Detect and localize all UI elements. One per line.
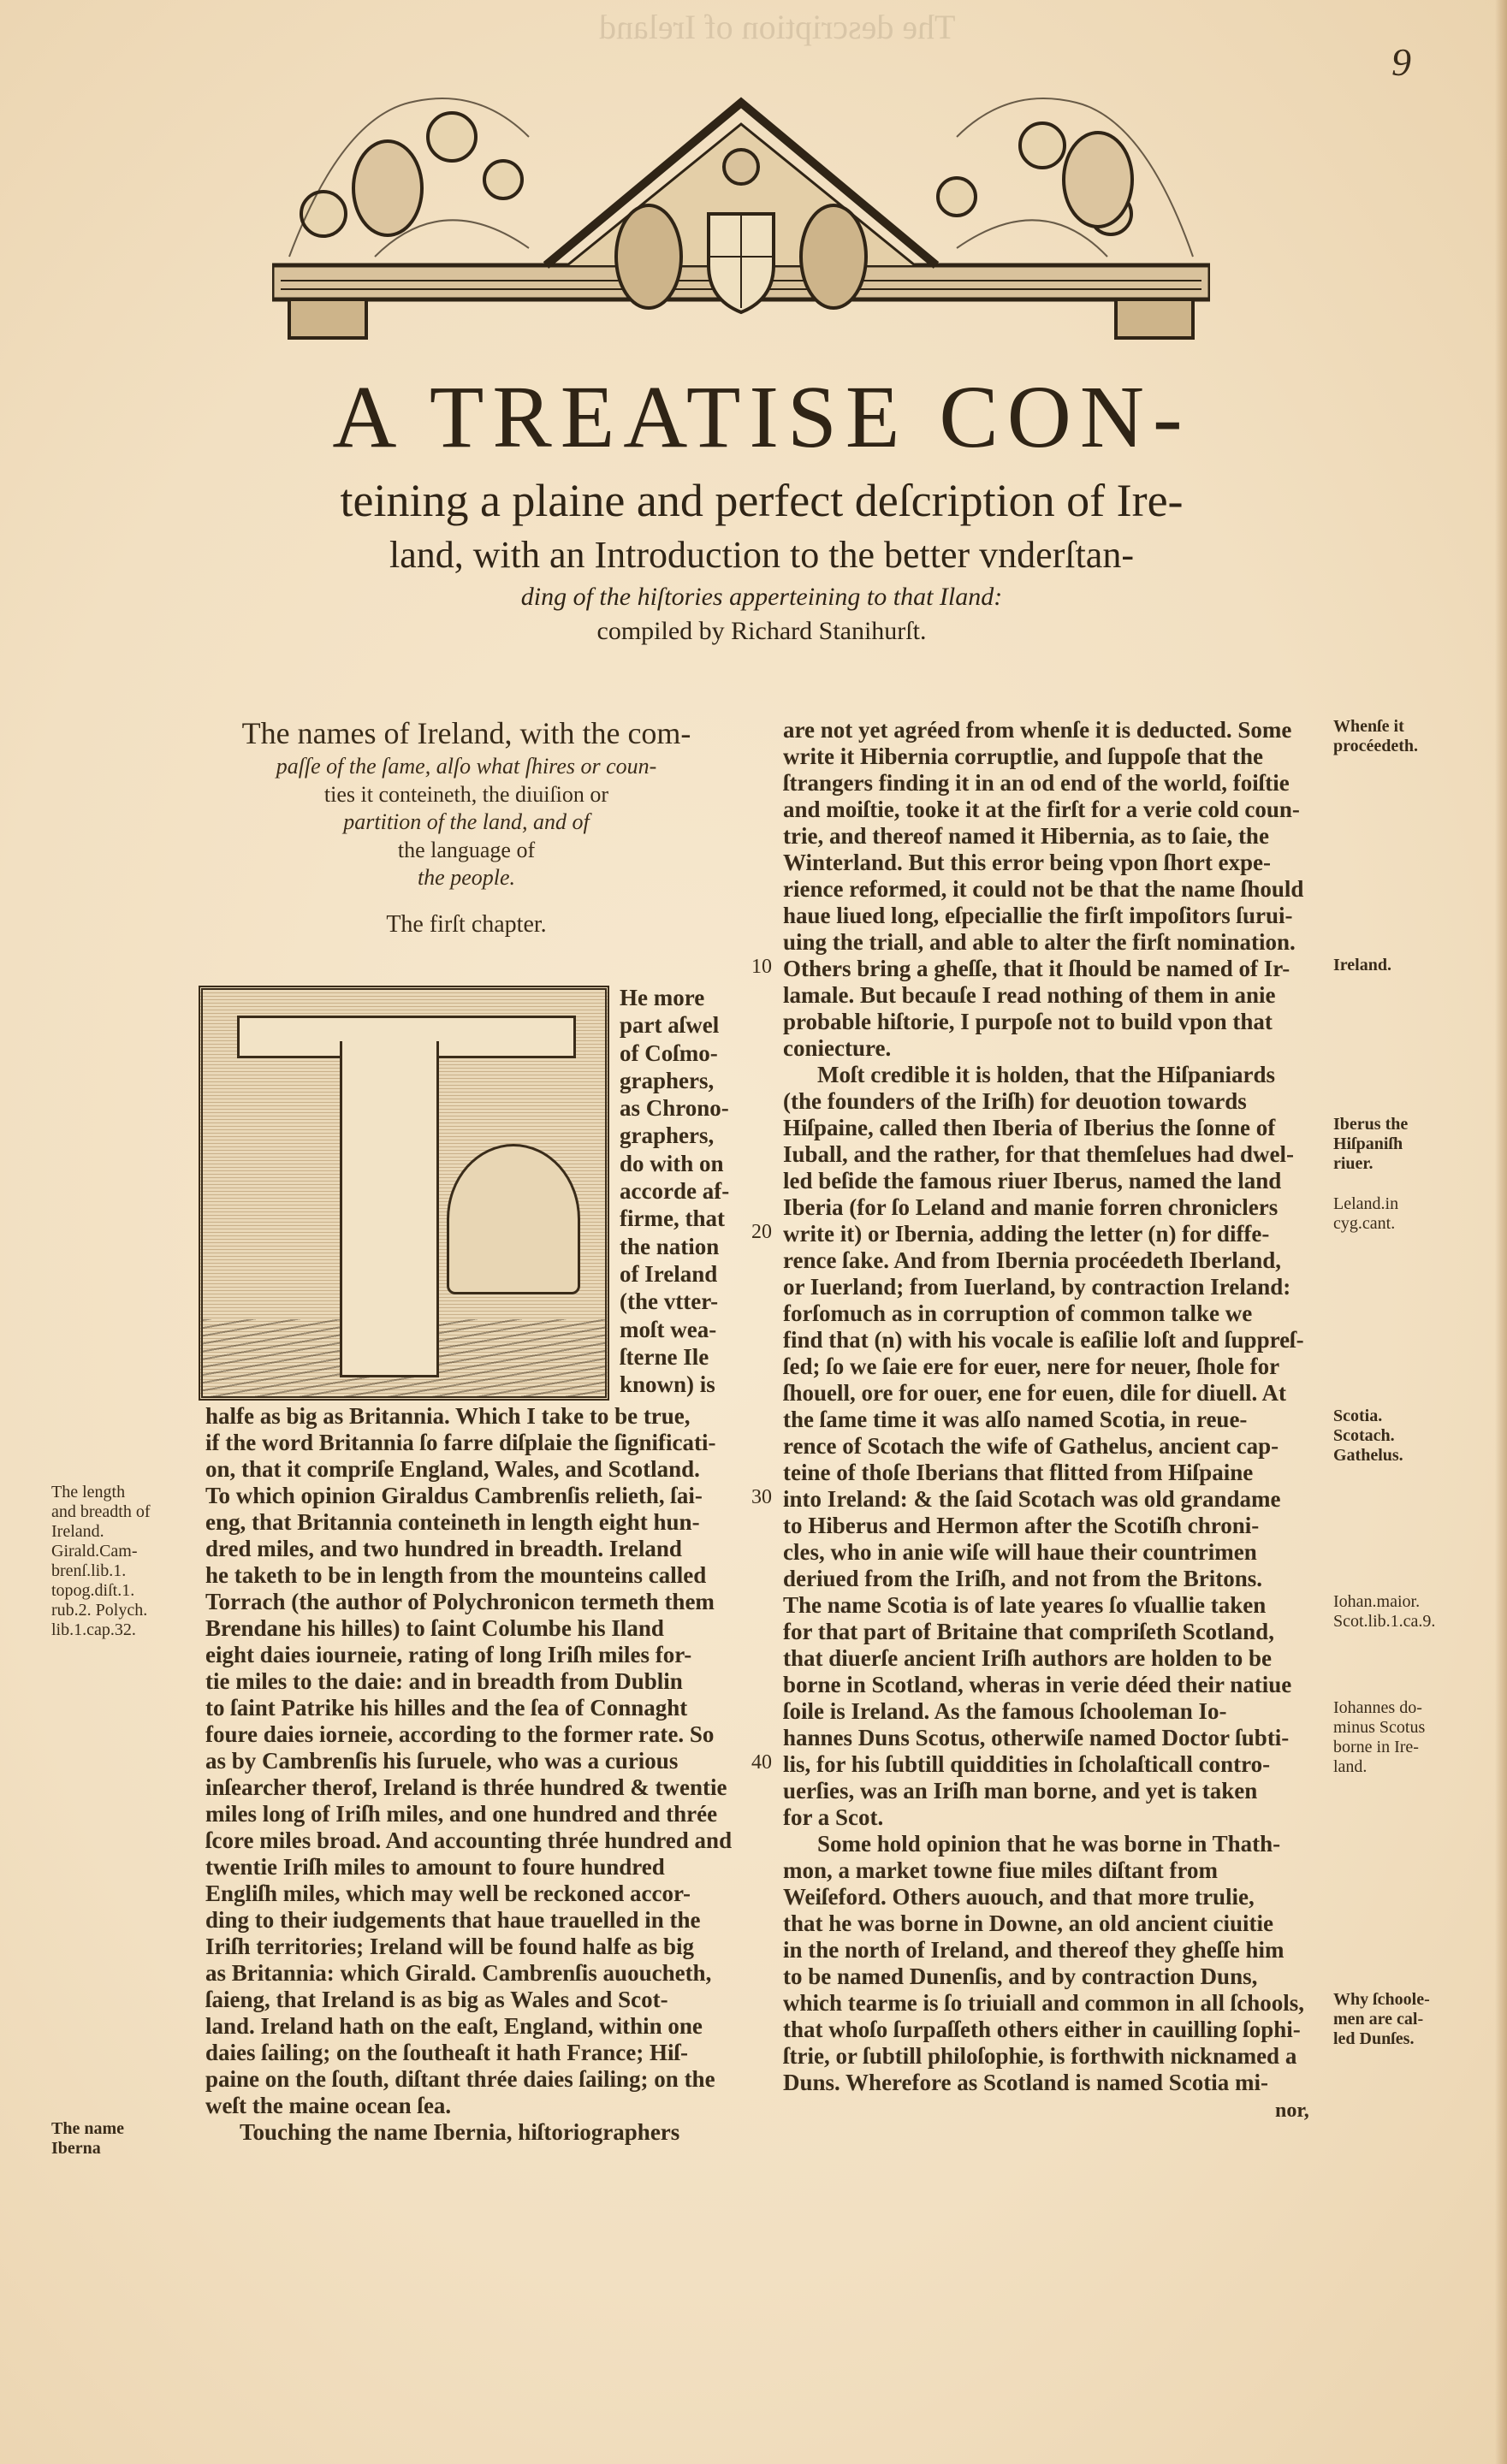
text-line: and moiſtie, tooke it at the firſt for a verie cold coun-	[783, 797, 1300, 822]
margin-note-line: Scotia.	[1333, 1407, 1383, 1425]
text-line: that whoſo ſurpaſſeth others either in cauilling ſophi-	[783, 2017, 1301, 2042]
margin-note	[1333, 717, 1479, 756]
chapter-heading-line: partition of the land, and of	[343, 809, 590, 834]
text-line: hannes Duns Scotus, otherwiſe named Doctor ſubti-	[783, 1725, 1290, 1750]
text-line: To which opinion Giraldus Cambrenſis relieth, ſai-	[205, 1483, 703, 1508]
text-line: on, that it compriſe England, Wales, and Scotland.	[205, 1456, 700, 1482]
margin-note-line: rub.2. Polych.	[51, 1601, 148, 1620]
margin-note	[1333, 956, 1479, 975]
margin-note-line: Whenſe it	[1333, 717, 1404, 736]
bleed-through-header: The description of Ireland	[599, 8, 956, 46]
title-line-3: land, with an Introduction to the better vnderſtan-	[389, 534, 1134, 576]
margin-note-line: brenſ.lib.1.	[51, 1561, 127, 1580]
text-line: lis, for his ſubtill quiddities in ſcholaſticall contro-	[783, 1751, 1271, 1777]
chapter-heading-line: ties it conteineth, the diuiſion or	[323, 781, 609, 807]
page-number: 9	[1391, 40, 1411, 84]
chapter-heading-line: The names of Ireland, with the com-	[241, 716, 691, 750]
text-line: daies ſailing; on the ſoutheaſt it hath France; Hiſ-	[205, 2040, 688, 2065]
drop-cap-line: do with on	[620, 1150, 724, 1176]
ship-illustration-icon	[447, 1144, 580, 1294]
text-line: Moſt credible it is holden, that the Hiſpaniards	[817, 1062, 1276, 1087]
chapter-heading-line: paſſe of the ſame, alſo what ſhires or coun-	[276, 754, 657, 779]
margin-note	[1333, 1194, 1479, 1234]
text-line: uing the triall, and able to alter the firſt nomination.	[783, 929, 1296, 955]
text-line: ſed; ſo we ſaie ere for euer, nere for neuer, ſhole for	[783, 1353, 1280, 1379]
text-line: Others bring a gheſſe, that it ſhould be named of Ir-	[783, 956, 1290, 981]
text-line: ſaieng, that Ireland is as big as Wales and Scot-	[205, 1987, 668, 2012]
drop-cap-line: firme, that	[620, 1205, 725, 1232]
text-line: ſhouell, ore for ouer, ene for euen, dile for diuell. At	[783, 1380, 1286, 1406]
text-line: rience reformed, it could not be that the name ſhould	[783, 876, 1304, 902]
text-line: led beſide the famous riuer Iberus, named the land	[783, 1168, 1282, 1194]
drop-cap-line: known) is	[620, 1371, 715, 1398]
text-line: write it Hibernia corruptlie, and ſuppoſe that the	[783, 743, 1263, 769]
text-line: to be named Dunenſis, and by contraction Duns,	[783, 1964, 1258, 1989]
text-line: twentie Iriſh miles to amount to foure hundred	[205, 1854, 665, 1880]
headpiece-base-left	[289, 299, 366, 338]
text-line: inſearcher therof, Ireland is thrée hundred & twentie	[205, 1774, 727, 1800]
margin-note-line: topog.diſt.1.	[51, 1581, 135, 1600]
margin-note	[1333, 1115, 1479, 1174]
margin-note-line: led Dunſes.	[1333, 2029, 1415, 2048]
woodcut-headpiece	[272, 86, 1210, 342]
text-line: haue liued long, eſpeciallie the firſt impoſitors ſurui-	[783, 903, 1293, 928]
line-number: 20	[751, 1221, 772, 1243]
margin-note-line: Ireland.	[51, 1522, 104, 1541]
margin-note-line: Gathelus.	[1333, 1446, 1403, 1465]
text-line: coniecture.	[783, 1035, 892, 1061]
text-line: as Britannia: which Girald. Cambrenſis auoucheth,	[205, 1960, 712, 1986]
text-line: for that part of Britaine that compriſeth Scotland,	[783, 1619, 1274, 1644]
margin-note	[1333, 1407, 1479, 1466]
margin-note	[1333, 1592, 1479, 1632]
margin-note-line: The name	[51, 2119, 124, 2138]
text-line: tie miles to the daie: and in breadth from Dublin	[205, 1668, 683, 1694]
text-line: lamale. But becauſe I read nothing of them in anie	[783, 982, 1276, 1008]
line-number: 30	[751, 1486, 772, 1508]
text-line: as by Cambrenſis his ſuruele, who was a curious	[205, 1748, 679, 1774]
drop-cap-line: part aſwel	[620, 1012, 720, 1039]
margin-note-line: Iberus the	[1333, 1115, 1409, 1134]
margin-note-line: Iohannes do-	[1333, 1698, 1422, 1717]
text-line: borne in Scotland, wheras in verie déed their natiue	[783, 1672, 1292, 1697]
drop-cap-line: He more	[620, 985, 705, 1010]
text-line: ſcore miles broad. And accounting thrée hundred and	[205, 1827, 733, 1853]
drop-cap-line: moſt wea-	[620, 1316, 717, 1342]
lion-supporter-icon	[616, 205, 681, 308]
chapter-number: The firſt chapter.	[386, 910, 547, 938]
text-line: foure daies iorneie, according to the former rate. So	[205, 1721, 715, 1747]
headpiece-base-right	[1116, 299, 1193, 338]
author-line: compiled by Richard Stanihurſt.	[596, 617, 927, 645]
margin-note-line: Why ſchoole-	[1333, 1990, 1430, 2009]
drop-cap-line: the nation	[620, 1233, 720, 1259]
text-line: that he was borne in Downe, an old ancient ciuitie	[783, 1910, 1274, 1936]
text-line: ſtrangers finding it in an od end of the world, foiſtie	[783, 770, 1290, 796]
text-line: forſomuch as in corruption of common talke we	[783, 1300, 1253, 1326]
drop-cap-line: graphers,	[620, 1122, 715, 1149]
text-line: (the founders of the Iriſh) for deuotion towards	[783, 1088, 1247, 1114]
margin-note-line: borne in Ire-	[1333, 1738, 1419, 1756]
margin-note-line: Iberna	[51, 2139, 101, 2158]
text-line: ding to their iudgements that haue trauelled in the	[205, 1907, 701, 1933]
text-line: Hiſpaine, called then Iberia of Iberius the ſonne of	[783, 1115, 1276, 1140]
margin-note-line: Girald.Cam-	[51, 1542, 138, 1561]
text-line: deriued from the Iriſh, and not from the Britons.	[783, 1566, 1262, 1591]
text-line: are not yet agréed from whenſe it is deducted. Some	[783, 717, 1292, 743]
title-line-2: teining a plaine and perfect deſcription of Ire-	[340, 475, 1184, 526]
text-line: trie, and thereof named it Hibernia, as to ſaie, the	[783, 823, 1269, 849]
text-line: to Hiberus and Hermon after the Scotiſh chroni-	[783, 1513, 1260, 1538]
margin-note-line: Scotach.	[1333, 1426, 1395, 1445]
title-line-4: ding of the hiſtories apperteining to that Iland:	[520, 583, 1003, 611]
text-line: ſoile is Ireland. As the famous ſchooleman Io-	[783, 1698, 1227, 1724]
text-line: paine on the ſouth, diſtant thrée daies ſailing; on the	[205, 2066, 715, 2092]
text-line: land. Ireland hath on the eaſt, England, within one	[205, 2013, 703, 2039]
catchword: nor,	[1275, 2100, 1309, 2122]
margin-note-line: Scot.lib.1.ca.9.	[1333, 1612, 1436, 1631]
text-line: uerſies, was an Iriſh man borne, and yet is taken	[783, 1778, 1258, 1804]
text-line: probable hiſtorie, I purpoſe not to build vpon that	[783, 1009, 1273, 1034]
text-line: rence of Scotach the wife of Gathelus, ancient cap-	[783, 1433, 1279, 1459]
text-line: teine of thoſe Iberians that flitted from Hiſpaine	[783, 1460, 1254, 1485]
text-line: cles, who in anie wiſe will haue their countrimen	[783, 1539, 1257, 1565]
margin-note-line: riuer.	[1333, 1154, 1374, 1173]
decorated-initial-woodcut	[199, 986, 609, 1401]
drop-cap-line: of Ireland	[620, 1260, 718, 1287]
margin-note-line: Hiſpaniſh	[1333, 1134, 1403, 1153]
margin-note	[1333, 1698, 1479, 1777]
text-line: Winterland. But this error being vpon ſhort expe-	[783, 850, 1272, 875]
initial-letter-stem	[340, 1041, 439, 1377]
text-line: rence ſake. And from Ibernia procéedeth Iberland,	[783, 1247, 1281, 1273]
text-line: dred miles, and two hundred in breadth. Ireland	[205, 1536, 682, 1561]
margin-note-line: Iohan.maior.	[1333, 1592, 1421, 1611]
text-line: write it) or Ibernia, adding the letter (n) for diffe-	[783, 1221, 1270, 1247]
title-block	[171, 364, 1352, 649]
text-line: or Iuerland; from Iuerland, by contraction Ireland:	[783, 1274, 1291, 1300]
text-line: Iberia (for ſo Leland and manie forren chroniclers	[783, 1194, 1279, 1220]
margin-note-line: Leland.in	[1333, 1194, 1399, 1213]
text-line: halfe as big as Britannia. Which I take to be true,	[205, 1403, 691, 1429]
dragon-supporter-icon	[801, 205, 866, 308]
text-line: to ſaint Patrike his hilles and the ſea of Connaght	[205, 1695, 688, 1721]
margin-note-line: lib.1.cap.32.	[51, 1620, 136, 1639]
chapter-heading-line: the language of	[397, 837, 536, 862]
chapter-heading-line: the people.	[417, 865, 516, 890]
text-line: Duns. Wherefore as Scotland is named Scotia mi-	[783, 2070, 1269, 2095]
text-line: for a Scot.	[783, 1804, 884, 1830]
margin-note-line: and breadth of	[51, 1502, 151, 1521]
right-text-column	[783, 717, 1314, 2096]
text-line: weſt the maine ocean ſea.	[205, 2093, 452, 2118]
chapter-heading	[214, 714, 719, 939]
text-line: Touching the name Ibernia, hiſtoriographers	[240, 2119, 680, 2145]
text-line: Weiſeford. Others auouch, and that more trulie,	[783, 1884, 1255, 1910]
margin-note-line: procéedeth.	[1333, 737, 1419, 755]
text-line: Torrach (the author of Polychronicon termeth them	[205, 1589, 715, 1614]
text-line: Engliſh miles, which may well be reckoned accor-	[205, 1881, 691, 1906]
text-line: find that (n) with his vocale is eaſilie loſt and ſuppreſ-	[783, 1327, 1304, 1353]
page-edge-shadow	[1495, 0, 1507, 2464]
margin-note-line: land.	[1333, 1757, 1368, 1776]
text-line: The name Scotia is of late yeares ſo vſuallie taken	[783, 1592, 1267, 1618]
text-line: Brendane his hilles) to ſaint Columbe his Iland	[205, 1615, 664, 1641]
text-line: which tearme is ſo triuiall and common in all ſchools,	[783, 1990, 1305, 2016]
text-line: mon, a market towne fiue miles diſtant from	[783, 1857, 1218, 1883]
text-line: miles long of Iriſh miles, and one hundred and thrée	[205, 1801, 718, 1827]
margin-note-line: cyg.cant.	[1333, 1214, 1396, 1233]
treatise-title: A TREATISE CON-	[332, 368, 1191, 466]
crown-icon	[724, 150, 758, 184]
drop-cap-line: graphers,	[620, 1067, 715, 1093]
drop-cap-text	[620, 984, 746, 1398]
line-number: 40	[751, 1751, 772, 1774]
margin-note-line: minus Scotus	[1333, 1718, 1426, 1737]
margin-note	[51, 2119, 180, 2159]
left-text-column	[205, 1403, 736, 2146]
line-number: 10	[751, 956, 772, 978]
margin-note-line: men are cal-	[1333, 2010, 1424, 2029]
text-line: Iriſh territories; Ireland will be found halfe as big	[205, 1934, 694, 1959]
text-line: if the word Britannia ſo farre diſplaie the ſignificati-	[205, 1430, 716, 1455]
text-line: he taketh to be in length from the mounteins called	[205, 1562, 707, 1588]
text-line: Some hold opinion that he was borne in Thath-	[817, 1831, 1281, 1857]
text-line: eight daies iourneie, rating of long Iriſh miles for-	[205, 1642, 692, 1667]
drop-cap-line: ſterne Ile	[620, 1343, 709, 1370]
margin-note	[1333, 1990, 1479, 2049]
text-line: the ſame time it was alſo named Scotia, in reue-	[783, 1407, 1248, 1432]
drop-cap-line: of Coſmo-	[620, 1040, 718, 1066]
margin-note-line: Ireland.	[1333, 956, 1391, 974]
text-line: ſtrie, or ſubtill philoſophie, is forthwith nicknamed a	[783, 2043, 1297, 2069]
drop-cap-line: as Chrono-	[620, 1095, 729, 1122]
margin-note	[51, 1483, 180, 1640]
text-line: Iuball, and the rather, for that themſelues had dwel-	[783, 1141, 1295, 1167]
drop-cap-line: accorde af-	[620, 1178, 730, 1205]
margin-note-line: The length	[51, 1483, 126, 1502]
text-line: that diuerſe ancient Iriſh authors are holden to be	[783, 1645, 1273, 1671]
text-line: into Ireland: & the ſaid Scotach was old grandame	[783, 1486, 1281, 1512]
text-line: in the north of Ireland, and thereof they gheſſe him	[783, 1937, 1285, 1963]
text-line: eng, that Britannia conteineth in length eight hun-	[205, 1509, 700, 1535]
drop-cap-line: (the vtter-	[620, 1288, 719, 1315]
